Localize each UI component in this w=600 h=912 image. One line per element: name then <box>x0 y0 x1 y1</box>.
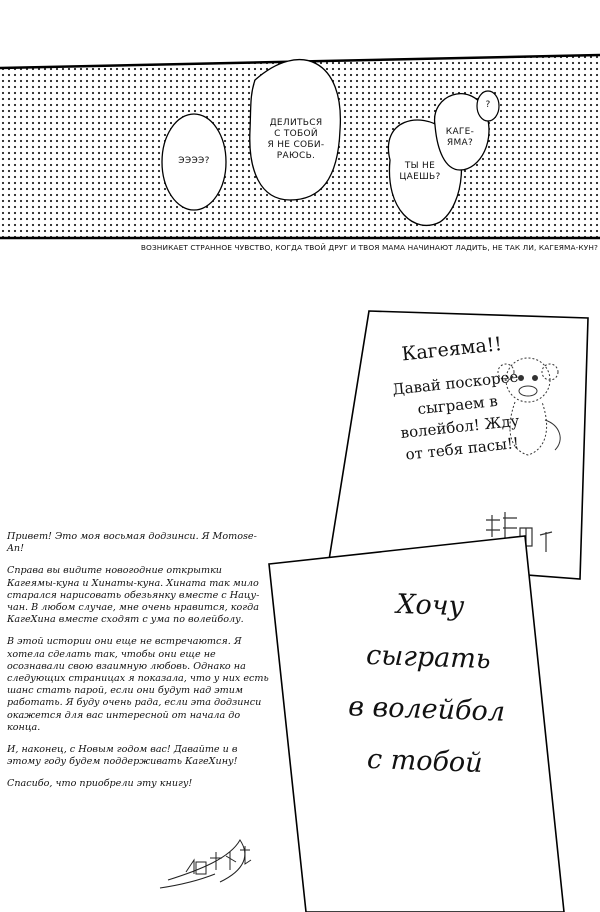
card-hinata-line: Давай поскорее <box>391 367 520 399</box>
card-hinata-title: Кагеяма!! <box>400 333 503 366</box>
card-kageyama-line: Хочу <box>395 588 465 623</box>
panel-caption: ВОЗНИКАЕТ СТРАННОЕ ЧУВСТВО, КОГДА ТВОЙ ДРУГ И ТВОЯ МАМА НАЧИНАЮТ ЛАДИТЬ, НЕ ТАК ЛИ, КАГЕЯМА-КУН? <box>140 243 598 252</box>
author-note <box>7 531 272 801</box>
card-hinata-line: от тебя пасы!! <box>404 433 520 464</box>
card-kageyama-line: сыграть <box>365 639 492 676</box>
author-signature <box>160 840 251 888</box>
card-kageyama-line: в волейбол <box>347 691 506 728</box>
bubble-text-right: ТЫ НЕ ЦАЕШЬ? <box>399 161 441 182</box>
card-kageyama-line: с тобой <box>366 743 484 779</box>
bubble-text-middle: ДЕЛИТЬСЯ С ТОБОЙ Я НЕ СОБИ- РАЮСЬ. <box>267 118 325 161</box>
card-kageyama-text <box>296 576 558 793</box>
note-paragraph: Привет! Это моя восьмая додзинси. Я Momose-An! <box>7 531 257 555</box>
bubble-text-small: ? <box>485 100 491 110</box>
bubble-text-top-right: КАГЕ- ЯМА? <box>445 127 475 148</box>
card-hinata-line: сыграем в <box>416 391 499 419</box>
card-hinata-line: волейбол! Жду <box>399 411 521 443</box>
note-paragraph: Справа вы видите новогодние открытки Кагеямы-куна и Хинаты-куна. Хината так мило старался нарисовать обезьянку вместе с Нацу-чан. В любом случае, мне очень нравится, когда КагеХина вместе сходят с ума по волейболу. <box>7 565 260 626</box>
note-paragraph: В этой истории они еще не встречаются. Я хотела сделать так, чтобы они еще не осознавали свою взаимную любовь. Однако на следующих страницах я показала, что у них есть шанс стать парой, если они будут над этим работать. Я буду очень рада, если эта додзинси окажется для вас интересной от начала до конца. <box>7 636 269 733</box>
note-paragraph: И, наконец, с Новым годом вас! Давайте и в этому году будем поддерживать КагеХину! <box>7 744 238 768</box>
note-paragraph: Спасибо, что приобрели эту книгу! <box>7 778 193 790</box>
card-hinata-text <box>351 328 563 470</box>
bubble-text-left: ЭЭЭЭ? <box>178 156 210 166</box>
